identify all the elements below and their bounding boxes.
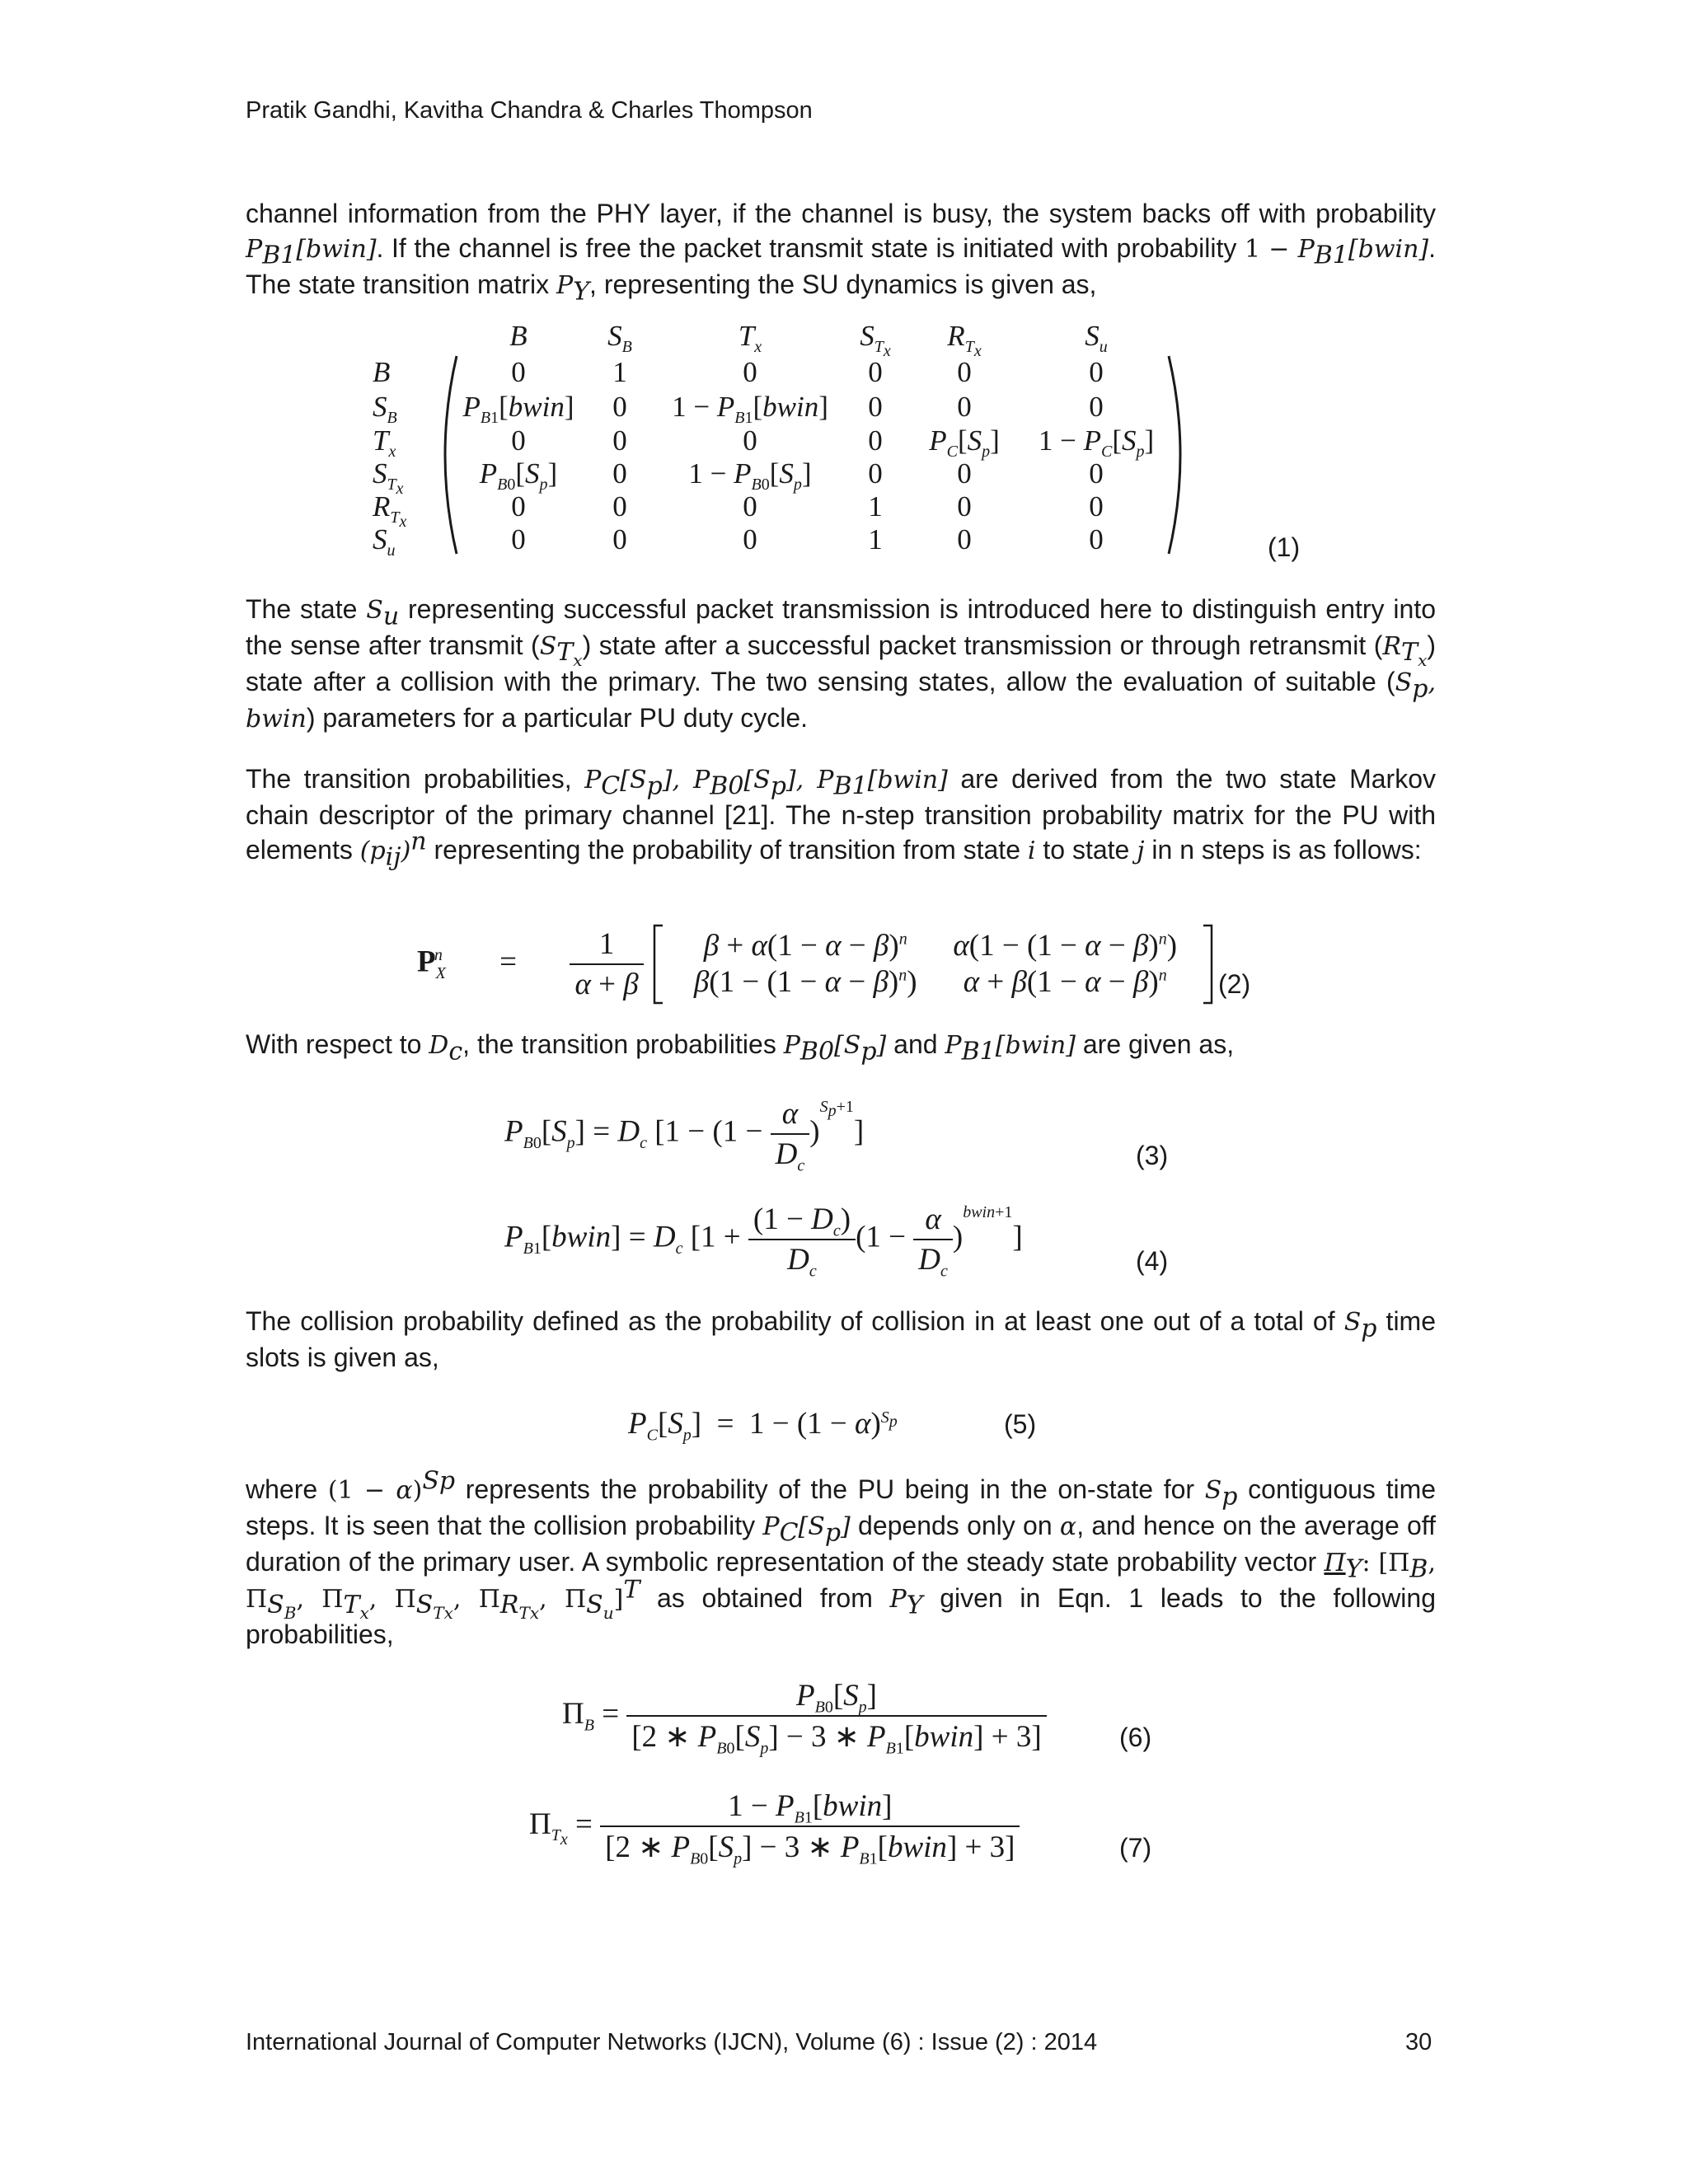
equation-number: (2) [1218,969,1251,999]
matrix-row-label: $S_u$ [373,523,396,560]
matrix-row-label: $S_{T_x}$ [373,457,404,498]
page-number: 30 [1405,2029,1432,2055]
equation-7-pi-tx: $\Pi_{T_x}$ = $\frac{1 - P_{B1}[bwin]}{[2 ∗ P_{B0}[S_p] - 3 ∗ P_{B1}[bwin] + 3]}$ [529,1788,1020,1865]
paper-page: Pratik Gandhi, Kavitha Chandra & Charles Thompson channel information from the PHY layer, if the channel is busy, the system backs off with probability $P_{B1}[bwin]$. If the channel is free the packet transmit state is initiated with probability $1 - P_{B1}[bwin]$. The state transition matrix $P_Y$, representing the SU dynamics is given as, B $S_B$ $T_x$ $S_{T_x}$ $R_{T_x}$ $S_u$ B $S_B$ $T_x$ $S_{T_x}$ $R_{T_x}$ $S_u$ 0 1 0 0 0 0 $P_{B1}[bwin]$ 0 $1 - P_{B1}[bwin]$ 0 0 0 0 0 0 0 $P_C[S_p]$ $1 - P_C[S_p]$ $P_{B0}[S_p]$ 0 $1 - P_{B0}[S_p]$ 0 0 0 0 0 0 1 0 0 0 0 0 1 0 0 (1) The state $S_u$ representing successful packet transmission is introduced here to distinguish entry into the sense after transmit $(S_{T_x})$ state after a successful packet transmission or through retransmit $(R_{T_x})$ state after a collision with the primary. The two sensing states, allow the evaluation of suitable ($S_p$, bwin) parameters for a particular PU duty cycle. The transition probabilities, $P_C[S_p]$, $P_{B0}[S_p]$, $P_{B1}[bwin]$ are derived from the two state Markov chain descriptor of the primary channel [21]. The n-step transition probability matrix for the PU with elements $(p_{ij})^n$ representing the probability of transition from state i to state j in n steps is as follows: $P_X^n$ = $\frac{1}{\alpha + \beta}$ $\beta + \alpha(1 - \alpha - \beta)^n$ $\alpha(1 - (1 - \alpha - \beta)^n)$ $\beta(1 - (1 - \alpha - \beta)^n)$ $\alpha + \beta(1 - \alpha - \beta)^n$ (2) With respect to $D_c$, the transition probabilities $P_{B0}[S_p]$ and $P_{B1}[bwin]$ are given as, $P_{B0}[S_p] = D_c$ [1 − (1 − $\frac{\alpha}{D_c}$ )$^{S_p+1}$] (3) $P_{B1}[bwin] = D_c$ [1 + $\frac{(1 - D_c)}{D_c}$ (1 − $\frac{\alpha}{D_c}$ )$^{bwin+1}$] (4) The collision probability defined as the probability of collision in at least one out of a total of $S_p$ time slots is given as, $P_C[S_p] = 1 - (1 - \alpha)^{S_p}$ (5) where $(1 - \alpha)^{Sp}$ represents the probability of the PU being in the on-state for $S_p$ contiguous time steps. It is seen that the collision probability $P_C[S_p]$ depends only on α, and hence on the average off duration of the primary user. A symbolic representation of the steady state probability vector $\Pi_Y$: [$\Pi_B$, $\Pi_{S_B}$, $\Pi_{T_x}$, $\Pi_{S_{Tx}}$, $\Pi_{R_{Tx}}$, $\Pi_{S_u}]^T$ as obtained from $P_Y$ given in Eqn. 1 leads to the following probabilities, $\Pi_B$ = $\frac{P_{B0}[S_p]}{[2 ∗ P_{B0}[S_p] - 3 ∗ P_{B1}[bwin] + 3]}$ (6) $\Pi_{T_x}$ = $\frac{1 - P_{B1}[bwin]}{[2 ∗ P_{B0}[S_p] - 3 ∗ P_{B1}[bwin] + 3]}$ (7) International Journal of Computer Networks (IJCN), Volume (6) : Issue (2) : 2014 30 [246,97,1437,2055]
equation-2-pu-matrix: $P_X^n$ = $\frac{1}{\alpha + \beta}$ $\beta + \alpha(1 - \alpha - \beta)^n$ $\alpha(1 - (1 - \alpha - \beta)^n)$ $\beta(1 - (1 - \alpha - \beta)^n)$ $\alpha + \beta(1 - \alpha - \beta)^n$ [417,923,1215,1005]
equation-4-pb1: $P_{B1}[bwin] = D_c$ [1 + $\frac{(1 - D_c)}{D_c}$ (1 − $\frac{\alpha}{D_c}$ )$^{bwin+1}$] [504,1202,1023,1281]
equation-3-pb0: $P_{B0}[S_p] = D_c$ [1 − (1 − $\frac{\alpha}{D_c}$ )$^{S_p+1}$] [504,1097,865,1175]
paragraph-state-su: The state $S_u$ representing successful packet transmission is introduced here to distinguish entry into the sense after transmit $(S_{T_x})$ state after a successful packet transmission or through retransmit $(R_{T_x})$ state after a collision with the primary. The two sensing states, allow the evaluation of suitable ($S_p$, bwin) parameters for a particular PU duty cycle. [246,594,1437,733]
paragraph-dc: With respect to $D_c$, the transition probabilities $P_{B0}[S_p]$ and $P_{B1}[bwin]$ are given as, [246,1029,1235,1066]
equation-number: (7) [1119,1833,1152,1863]
equation-6-pi-b: $\Pi_B$ = $\frac{P_{B0}[S_p]}{[2 ∗ P_{B0}[S_p] - 3 ∗ P_{B1}[bwin] + 3]}$ [562,1678,1047,1755]
equation-number: (5) [1004,1409,1037,1439]
running-header: Pratik Gandhi, Kavitha Chandra & Charles Thompson [246,97,813,124]
paragraph-transition-probabilities: The transition probabilities, $P_C[S_p]$, $P_{B0}[S_p]$, $P_{B1}[bwin]$ are derived from the two state Markov chain descriptor of the primary channel [21]. The n-step transition probability matrix for the PU with elements $(p_{ij})^n$ representing the probability of transition from state i to state j in n steps is as follows: [246,764,1436,872]
paragraph-channel-info: channel information from the PHY layer, if the channel is busy, the system backs off with probability $P_{B1}[bwin]$. If the channel is free the packet transmit state is initiated with probability $1 - P_{B1}[bwin]$. The state transition matrix $P_Y$, representing the SU dynamics is given as, [246,199,1437,307]
equation-number: (4) [1136,1246,1169,1276]
matrix-right-paren [1164,353,1197,557]
equation-number: (3) [1136,1141,1169,1170]
matrix-row-label: $T_x$ [373,424,396,461]
matrix-row-label: $S_B$ [373,391,397,427]
paragraph-collision-probability: The collision probability defined as the probability of collision in at least one out of a total of $S_p$ time slots is given as, [246,1306,1437,1372]
equation-number: (1) [1268,532,1301,562]
matrix-row-label: B [373,356,391,388]
journal-footer: International Journal of Computer Networks (IJCN), Volume (6) : Issue (2) : 2014 [246,2029,1098,2055]
equation-5-collision: $P_C[S_p] = 1 - (1 - \alpha)^{S_p}$ [628,1407,898,1445]
equation-number: (6) [1119,1722,1152,1752]
paragraph-where: where $(1 - \alpha)^{Sp}$ represents the probability of the PU being in the on-state for $S_p$ contiguous time steps. It is seen that the collision probability $P_C[S_p]$ depends only on α, and hence on the average off duration of the primary user. A symbolic representation of the steady state probability vector $\Pi_Y$: [$\Pi_B$, $\Pi_{S_B}$, $\Pi_{T_x}$, $\Pi_{S_{Tx}}$, $\Pi_{R_{Tx}}$, $\Pi_{S_u}]^T$ as obtained from $P_Y$ given in Eqn. 1 leads to the following probabilities, [246,1466,1437,1649]
matrix-left-paren [429,353,462,557]
matrix-row-label: $R_{T_x}$ [373,490,407,531]
